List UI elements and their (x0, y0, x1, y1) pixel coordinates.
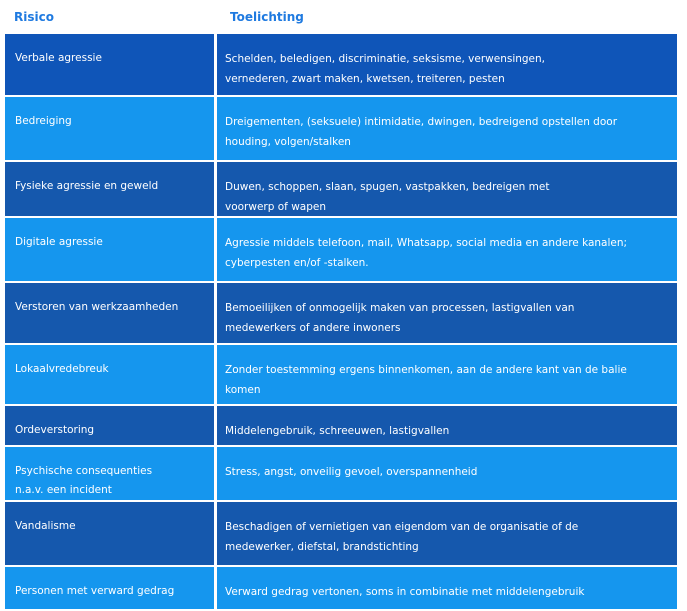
risk-cell: Ordeverstoring (15, 424, 95, 436)
table-row (5, 283, 677, 345)
risk-cell: Bedreiging (15, 115, 72, 127)
column-header-explanation: Toelichting (230, 10, 304, 24)
explanation-cell: Bemoeilijken of onmogelijk maken van processen, lastigvallen van medewerkers of andere inwoners (225, 302, 575, 334)
risk-cell: Digitale agressie (15, 236, 103, 248)
explanation-cell: Middelengebruik, schreeuwen, lastigvallen (225, 425, 450, 437)
table-row (5, 406, 677, 447)
risk-cell: Personen met verward gedrag (15, 585, 175, 597)
table-header (0, 0, 687, 34)
explanation-cell: Schelden, beledigen, discriminatie, seksisme, verwensingen, vernederen, zwart maken, kwetsen, treiteren, pesten (225, 53, 546, 85)
explanation-cell: Duwen, schoppen, slaan, spugen, vastpakken, bedreigen met voorwerp of wapen (225, 181, 550, 213)
explanation-cell: Beschadigen of vernietigen van eigendom van de organisatie of de medewerker, diefstal, brandstichting (225, 521, 579, 553)
explanation-cell: Stress, angst, onveilig gevoel, overspannenheid (225, 466, 478, 478)
risk-cell: Fysieke agressie en geweld (15, 180, 159, 192)
risk-table (5, 34, 677, 611)
table-row (5, 447, 677, 502)
explanation-cell: Agressie middels telefoon, mail, Whatsapp, social media en andere kanalen; cyberpesten en/of -stalken. (225, 237, 628, 269)
table-row (5, 97, 677, 162)
table-row (5, 567, 677, 611)
table-row (5, 502, 677, 567)
table-row (5, 162, 677, 218)
explanation-cell: Verward gedrag vertonen, soms in combinatie met middelengebruik (225, 586, 585, 598)
column-header-risk: Risico (14, 10, 54, 24)
risk-cell: Verstoren van werkzaamheden (15, 301, 179, 313)
risk-cell: Verbale agressie (15, 52, 102, 64)
risk-cell: Psychische consequenties n.a.v. een incident (15, 465, 153, 496)
table-row (5, 345, 677, 406)
explanation-cell: Dreigementen, (seksuele) intimidatie, dwingen, bedreigend opstellen door houding, volgen/stalken (225, 116, 618, 148)
risk-cell: Lokaalvredebreuk (15, 363, 109, 375)
explanation-cell: Zonder toestemming ergens binnenkomen, aan de andere kant van de balie komen (225, 364, 627, 396)
table-row (5, 34, 677, 97)
table-row (5, 218, 677, 283)
risk-cell: Vandalisme (15, 520, 76, 532)
